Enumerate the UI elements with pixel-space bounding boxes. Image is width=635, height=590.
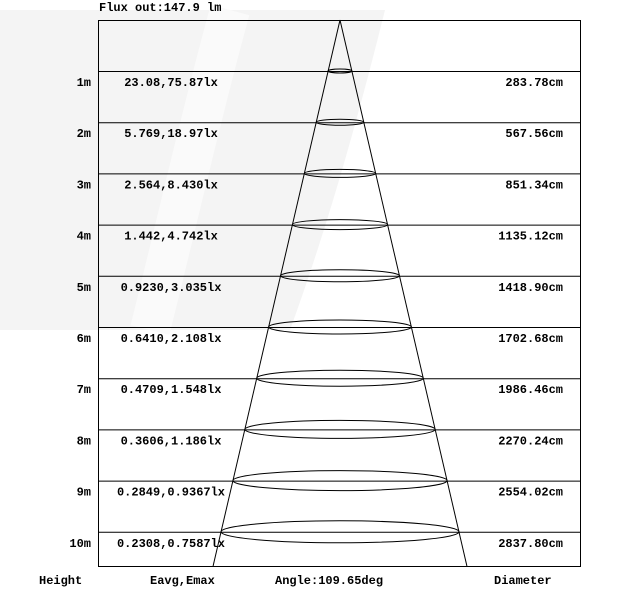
row-illuminance: 2.564,8.430lx [124, 178, 218, 193]
row-height: 3m [76, 178, 91, 193]
row-diameter: 1135.12cm [498, 229, 563, 244]
row-height: 4m [76, 229, 91, 244]
flux-label: Flux out:147.9 lm [99, 1, 222, 15]
angle-label: Angle:109.65deg [275, 574, 384, 588]
row-diameter: 1702.68cm [498, 332, 563, 346]
row-illuminance: 0.9230,3.035lx [120, 280, 222, 295]
row-illuminance: 23.08,75.87lx [124, 76, 218, 90]
row-diameter: 2270.24cm [498, 434, 563, 449]
row-diameter: 851.34cm [505, 178, 563, 193]
row-diameter: 1418.90cm [498, 280, 563, 295]
row-diameter: 2554.02cm [498, 485, 563, 500]
row-illuminance: 0.6410,2.108lx [120, 332, 222, 346]
row-height: 2m [76, 127, 91, 142]
row-illuminance: 1.442,4.742lx [124, 229, 218, 244]
diameter-header: Diameter [494, 574, 552, 588]
row-illuminance: 0.2308,0.7587lx [116, 536, 226, 551]
row-diameter: 283.78cm [505, 76, 563, 90]
row-height: 7m [76, 383, 91, 398]
height-header: Height [39, 574, 83, 588]
row-height: 10m [69, 536, 91, 551]
row-diameter: 1986.46cm [498, 383, 563, 398]
row-diameter: 567.56cm [505, 127, 563, 142]
row-height: 1m [76, 76, 91, 90]
row-height: 9m [76, 485, 91, 500]
cone-edge-right [340, 20, 467, 566]
row-illuminance: 0.2849,0.9367lx [116, 485, 226, 500]
row-illuminance: 0.4709,1.548lx [120, 383, 222, 398]
row-height: 6m [76, 332, 91, 346]
row-height: 5m [76, 280, 91, 295]
row-diameter: 2837.80cm [498, 536, 563, 551]
row-illuminance: 0.3606,1.186lx [120, 434, 222, 449]
eavg-emax-header: Eavg,Emax [150, 574, 215, 588]
row-height: 8m [76, 434, 91, 449]
row-illuminance: 5.769,18.97lx [124, 127, 218, 142]
